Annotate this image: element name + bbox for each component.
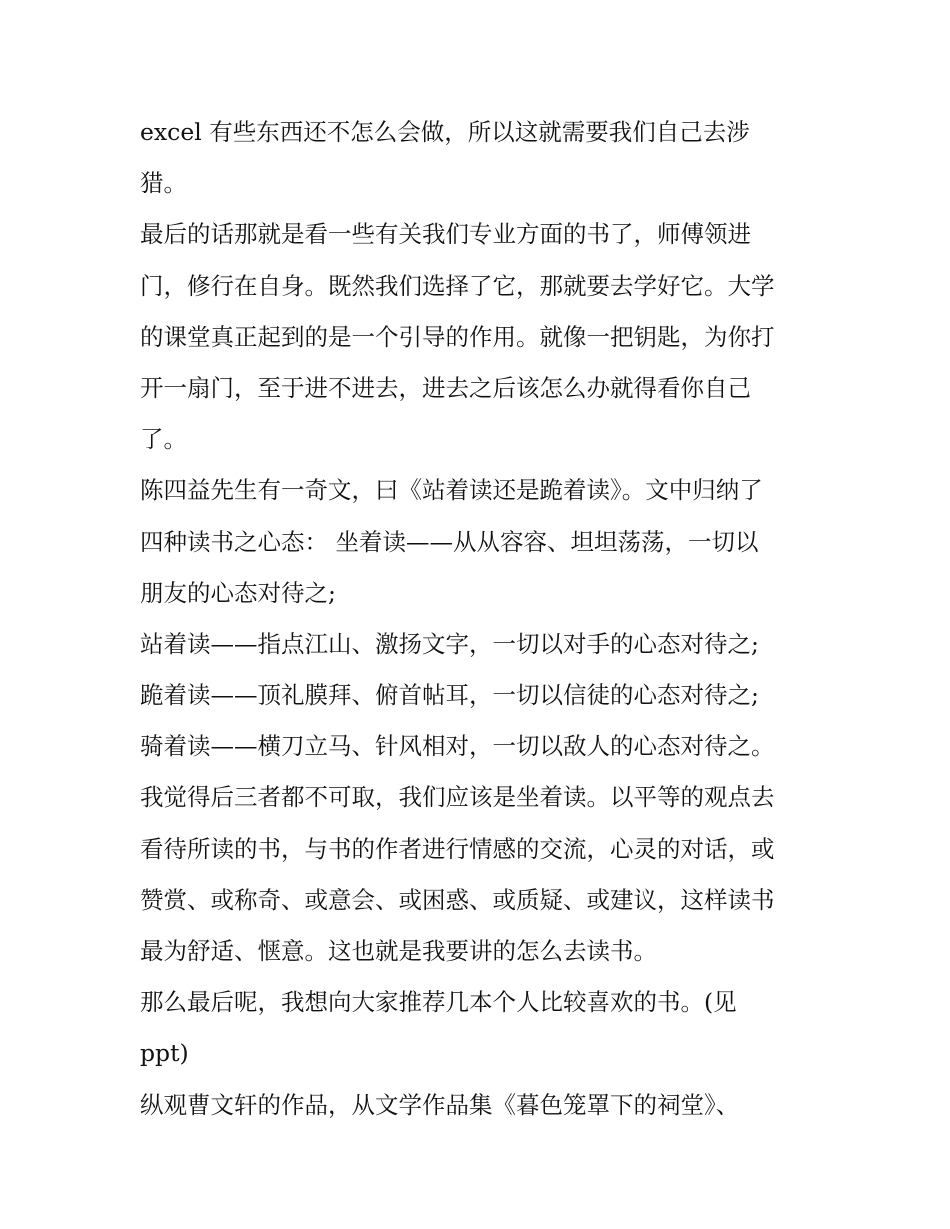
text-line: 了。: [140, 425, 187, 454]
text-line: 看待所读的书，与书的作者进行情感的交流，心灵的对话，或: [140, 834, 775, 863]
text-line: 赞赏、或称奇、或意会、或困惑、或质疑、或建议，这样读书: [140, 885, 775, 914]
text-line: 开一扇门，至于进不进去，进去之后该怎么办就得看你自己: [140, 373, 751, 402]
text-line: 朋友的心态对待之;: [140, 578, 336, 607]
document-body: [140, 107, 820, 1131]
text-line: 最为舒适、惬意。这也就是我要讲的怎么去读书。: [140, 937, 657, 965]
text-line: 的课堂真正起到的是一个引导的作用。就像一把钥匙，为你打: [140, 322, 775, 351]
text-line: ppt): [140, 1039, 189, 1068]
text-line: 那么最后呢，我想向大家推荐几本个人比较喜欢的书。(见: [140, 988, 737, 1017]
text-line: 门，修行在自身。既然我们选择了它，那就要去学好它。大学: [140, 271, 775, 300]
text-line: 站着读——指点江山、激扬文字，一切以对手的心态对待之;: [140, 629, 759, 658]
text-line: excel 有些东西还不怎么会做，所以这就需要我们自己去涉: [140, 118, 750, 146]
text-line: 我觉得后三者都不可取，我们应该是坐着读。以平等的观点去: [140, 783, 775, 812]
text-line: 纵观曹文轩的作品，从文学作品集《暮色笼罩下的祠堂》、: [140, 1090, 740, 1119]
text-line: 猎。: [140, 169, 187, 198]
text-line: 陈四益先生有一奇文，曰《站着读还是跪着读》。文中归纳了: [140, 476, 763, 505]
text-line: 跪着读——顶礼膜拜、俯首帖耳，一切以信徒的心态对待之;: [140, 681, 759, 710]
text-line: 最后的话那就是看一些有关我们专业方面的书了，师傅领进: [140, 220, 751, 249]
text-line: 四种读书之心态： 坐着读——从从容容、坦坦荡荡，一切以: [140, 527, 759, 556]
text-line: 骑着读——横刀立马、针风相对，一切以敌人的心态对待之。: [140, 732, 775, 761]
